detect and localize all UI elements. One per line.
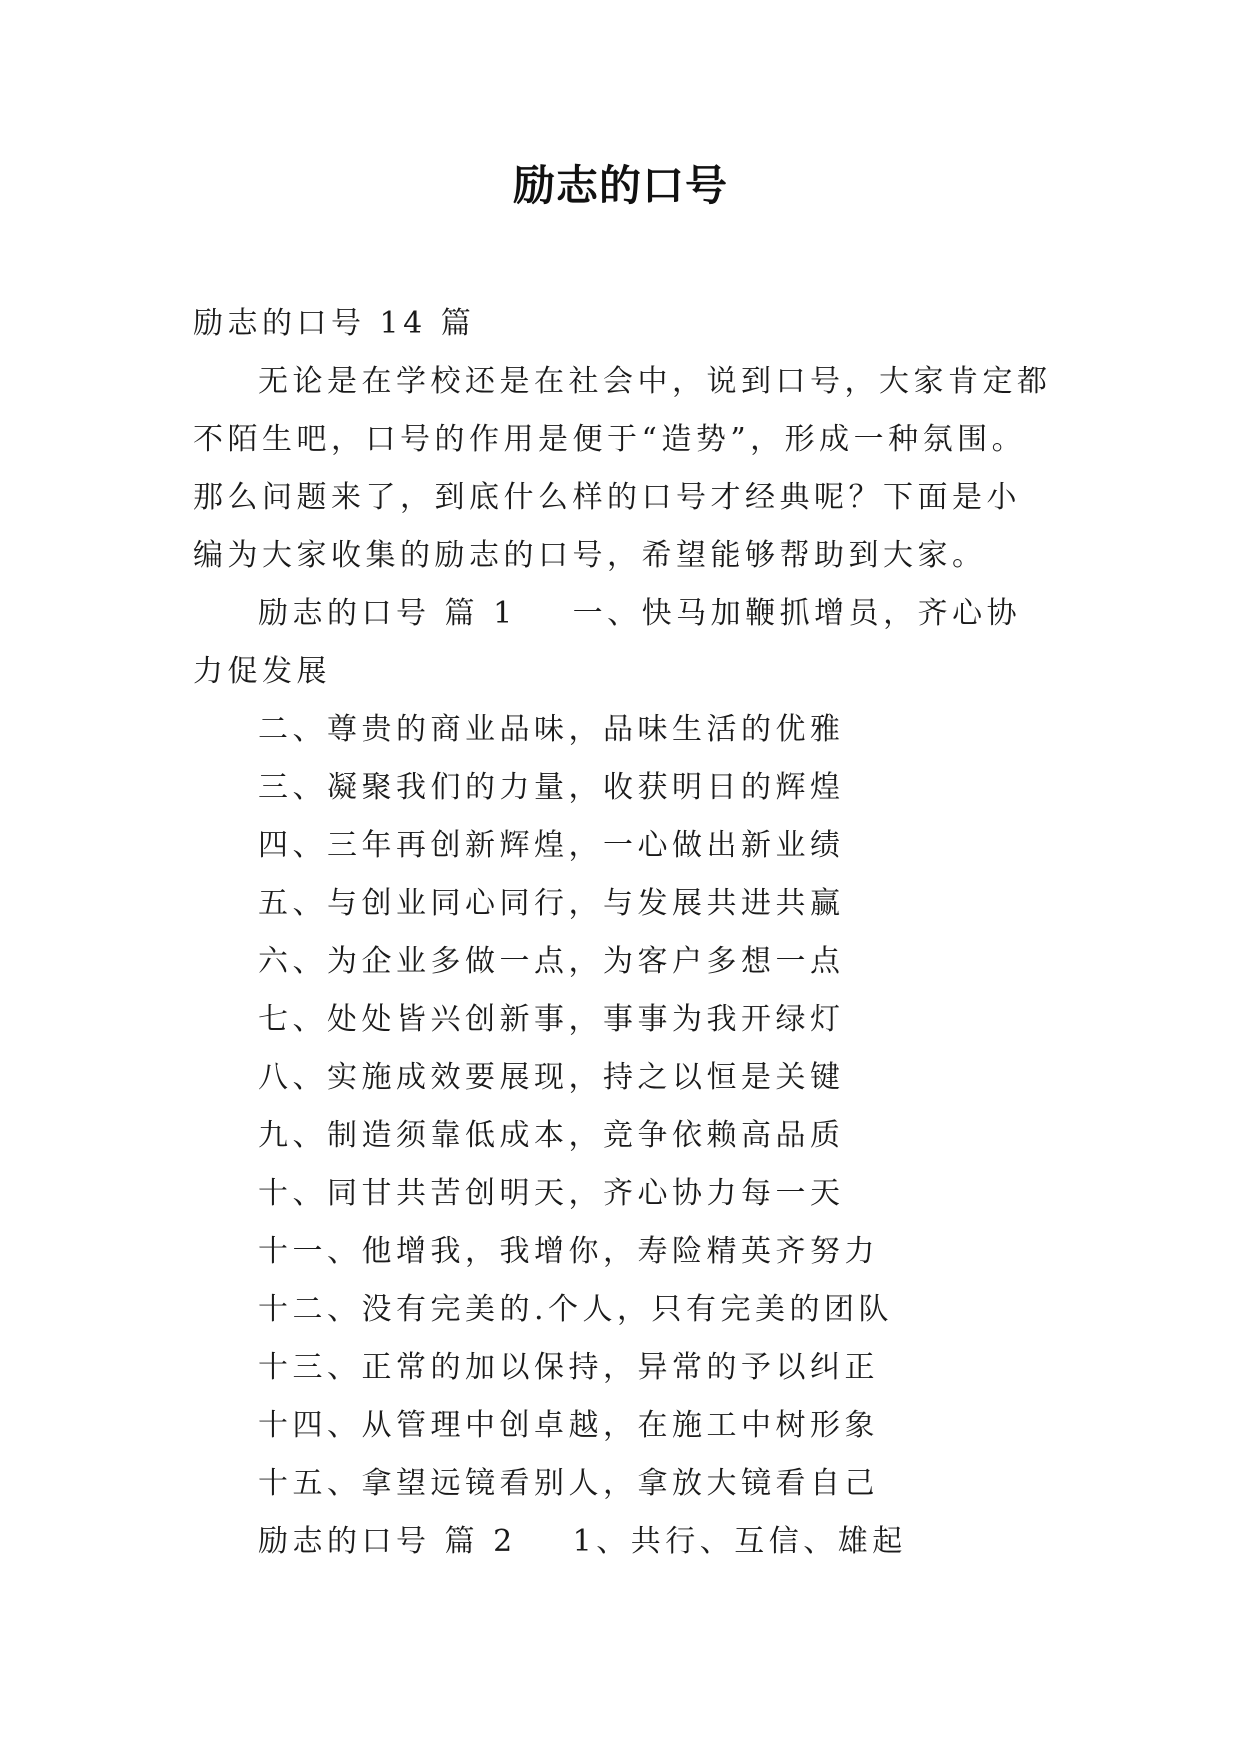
intro-paragraph: 无论是在学校还是在社会中，说到口号，大家肯定都不陌生吧，口号的作用是便于“造势”，形成一种氛围。那么问题来了，到底什么样的口号才经典呢？下面是小编为大家收集的励志的口号，希望能够帮助到大家。 <box>193 364 1052 573</box>
slogan-item: 十、同甘共苦创明天，齐心协力每一天 <box>258 1176 845 1211</box>
slogan-item: 十一、他增我，我增你，寿险精英齐努力 <box>258 1234 879 1269</box>
slogan-item: 三、凝聚我们的力量，收获明日的辉煌 <box>258 770 845 805</box>
section-1-paragraph <box>193 585 1053 701</box>
slogan-item: 五、与创业同心同行，与发展共进共赢 <box>258 886 845 921</box>
section-2-heading: 励志的口号 篇 2 <box>258 1524 517 1559</box>
section-1-heading: 励志的口号 篇 1 <box>258 596 517 631</box>
slogan-item: 十三、正常的加以保持，异常的予以纠正 <box>258 1350 879 1385</box>
slogan-item: 十二、没有完美的.个人，只有完美的团队 <box>258 1292 894 1327</box>
section-2-first-slogan: 1、共行、互信、雄起 <box>572 1524 907 1559</box>
slogan-item: 八、实施成效要展现，持之以恒是关键 <box>258 1060 845 1095</box>
slogan-item: 九、制造须靠低成本，竞争依赖高品质 <box>258 1118 845 1153</box>
slogan-item: 七、处处皆兴创新事，事事为我开绿灯 <box>258 1002 845 1037</box>
slogan-item: 四、三年再创新辉煌，一心做出新业绩 <box>258 828 845 863</box>
slogan-item: 十四、从管理中创卓越，在施工中树形象 <box>258 1408 879 1443</box>
slogan-item: 六、为企业多做一点，为客户多想一点 <box>258 944 845 979</box>
slogan-item: 二、尊贵的商业品味，品味生活的优雅 <box>258 712 845 747</box>
section-2-paragraph <box>193 1513 1053 1571</box>
document-title: 励志的口号 <box>512 161 728 210</box>
slogan-item: 十五、拿望远镜看别人，拿放大镜看自己 <box>258 1466 879 1501</box>
section-1-first-slogan: 一、快马加鞭抓增员，齐心协力促发展 <box>193 596 1022 689</box>
document-body <box>193 295 1053 1571</box>
document-subtitle: 励志的口号 14 篇 <box>193 306 476 341</box>
